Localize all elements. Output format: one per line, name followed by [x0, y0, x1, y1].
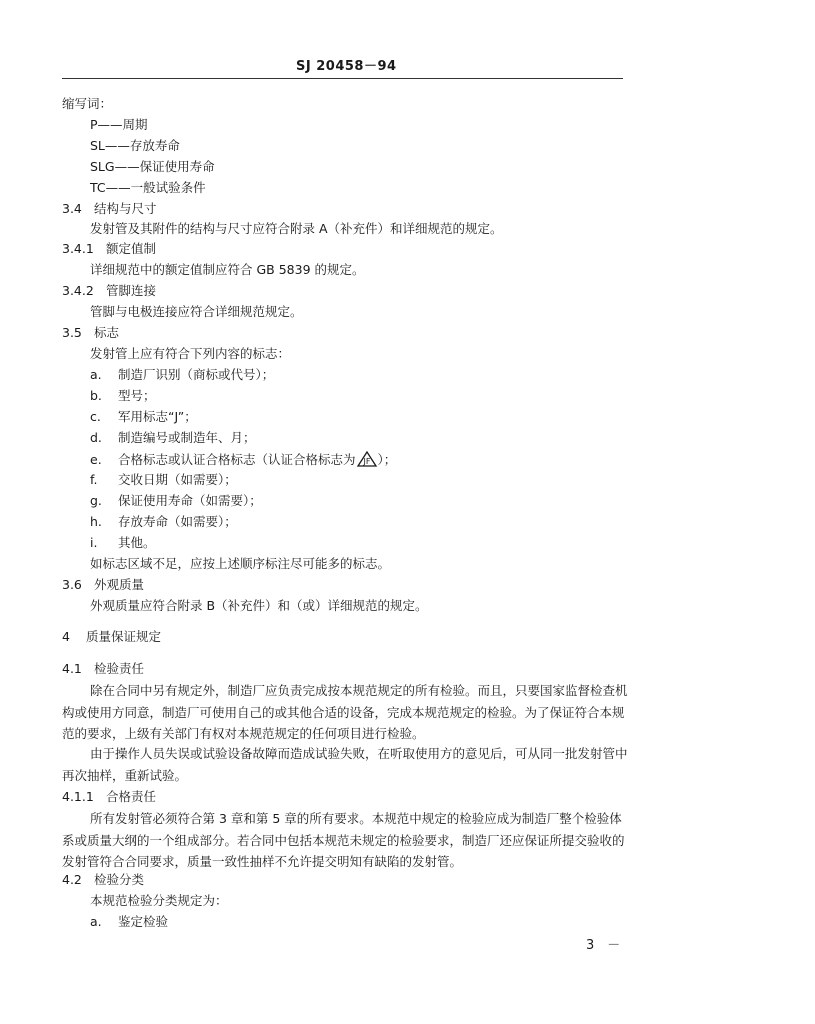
- list-text: 存放寿命（如需要）；: [118, 514, 237, 529]
- section-text: 发射管及其附件的结构与尺寸应符合附录 A（补充件）和详细规范的规定。: [90, 221, 503, 236]
- section-title: 外观质量: [93, 577, 144, 592]
- section-heading-3-5: [62, 325, 119, 341]
- section-heading-3-4-2: [62, 283, 156, 299]
- abbr-item: SLG——保证使用寿命: [90, 159, 215, 174]
- abbr-item: P——周期: [90, 117, 148, 132]
- section-number: 3.4.2: [62, 283, 94, 298]
- list-label: c.: [90, 409, 101, 424]
- list-label: b.: [90, 388, 102, 403]
- section-text: 发射管上应有符合下列内容的标志：: [90, 346, 291, 361]
- section-number: 3.4.1: [62, 241, 94, 256]
- list-text: 保证使用寿命（如需要）；: [118, 493, 262, 508]
- section-number: 4.1: [62, 661, 82, 676]
- section-title: 管脚连接: [105, 283, 156, 298]
- list-item: [90, 472, 237, 488]
- section-heading-4-1-1: [62, 789, 156, 805]
- list-label: g.: [90, 493, 102, 508]
- section-title: 检验责任: [93, 661, 144, 676]
- section-number: 4.1.1: [62, 789, 94, 804]
- section-title: 额定值制: [105, 241, 156, 256]
- section-number: 3.6: [62, 577, 82, 592]
- list-text: 制造编号或制造年、月；: [118, 430, 256, 445]
- list-label: f.: [90, 472, 98, 487]
- abbr-item: SL——存放寿命: [90, 138, 180, 153]
- list-label: h.: [90, 514, 102, 529]
- list-item: [90, 514, 237, 530]
- section-text: 详细规范中的额定值制应符合 GB 5839 的规定。: [90, 262, 365, 277]
- section-heading-4-1: [62, 661, 144, 677]
- list-text: 型号；: [118, 388, 156, 403]
- list-item: [90, 914, 168, 930]
- chapter-number: 4: [62, 629, 70, 644]
- header-rule: [62, 78, 623, 79]
- list-label: a.: [90, 914, 102, 929]
- paragraph: 所有发射管必须符合第 3 章和第 5 章的所有要求。本规范中规定的检验应成为制造厂整个检验体系或质量大纲的一个组成部分。若合同中包括本规范未规定的检验要求，制造厂还应保证所提交验收的发射管符合合同要求，质量一致性抽样不允许提交明知有缺陷的发射管。: [62, 811, 625, 869]
- section-number: 3.4: [62, 201, 82, 216]
- list-text: 合格标志或认证合格标志（认证合格标志为: [118, 452, 356, 467]
- abbr-title: 缩写词：: [62, 96, 113, 111]
- list-item: [90, 388, 156, 404]
- list-label: a.: [90, 367, 102, 382]
- list-item: [90, 451, 396, 468]
- list-label: e.: [90, 452, 102, 467]
- certification-mark-icon: [356, 451, 378, 467]
- list-text: 其他。: [118, 535, 156, 550]
- standard-code: SJ 20458－94: [296, 59, 397, 74]
- list-text: 制造厂识别（商标或代号）；: [118, 367, 275, 382]
- svg-text:JF: JF: [363, 457, 370, 466]
- chapter-heading-4: [62, 629, 161, 645]
- section-note: 如标志区域不足，应按上述顺序标注尽可能多的标志。: [90, 556, 391, 571]
- page-number: 3 －: [586, 938, 621, 953]
- list-item: [90, 535, 156, 551]
- paragraph: 除在合同中另有规定外，制造厂应负责完成按本规范规定的所有检验。而且，只要国家监督检查机构或使用方同意，制造厂可使用自己的或其他合适的设备，完成本规范规定的检验。为了保证符合本规范的要求，上级有关部门有权对本规范规定的任何项目进行检验。: [62, 683, 628, 741]
- list-item: [90, 430, 256, 446]
- section-title: 结构与尺寸: [93, 201, 157, 216]
- section-number: 4.2: [62, 872, 82, 887]
- section-heading-3-6: [62, 577, 144, 593]
- list-text: 鉴定检验: [118, 914, 169, 929]
- list-item: [90, 409, 197, 425]
- section-number: 3.5: [62, 325, 82, 340]
- list-text: 军用标志“J”；: [118, 409, 197, 424]
- section-text: 本规范检验分类规定为：: [90, 893, 228, 908]
- section-heading-3-4-1: [62, 241, 156, 257]
- list-label: d.: [90, 430, 102, 445]
- list-text: 交收日期（如需要）；: [118, 472, 237, 487]
- paragraph: 由于操作人员失误或试验设备故障而造成试验失败，在听取使用方的意见后，可从同一批发射管中再次抽样，重新试验。: [62, 746, 628, 783]
- chapter-title: 质量保证规定: [85, 629, 161, 644]
- list-item: [90, 493, 262, 509]
- section-title: 检验分类: [93, 872, 144, 887]
- section-heading-3-4: [62, 201, 157, 217]
- abbr-item: TC——一般试验条件: [90, 180, 206, 195]
- list-item: [90, 367, 274, 383]
- section-heading-4-2: [62, 872, 144, 888]
- section-text: 外观质量应符合附录 B（补充件）和（或）详细规范的规定。: [90, 598, 428, 613]
- section-title: 标志: [93, 325, 119, 340]
- list-label: i.: [90, 535, 98, 550]
- section-title: 合格责任: [105, 789, 156, 804]
- section-text: 管脚与电极连接应符合详细规范规定。: [90, 304, 303, 319]
- list-text-after: ）；: [377, 452, 397, 467]
